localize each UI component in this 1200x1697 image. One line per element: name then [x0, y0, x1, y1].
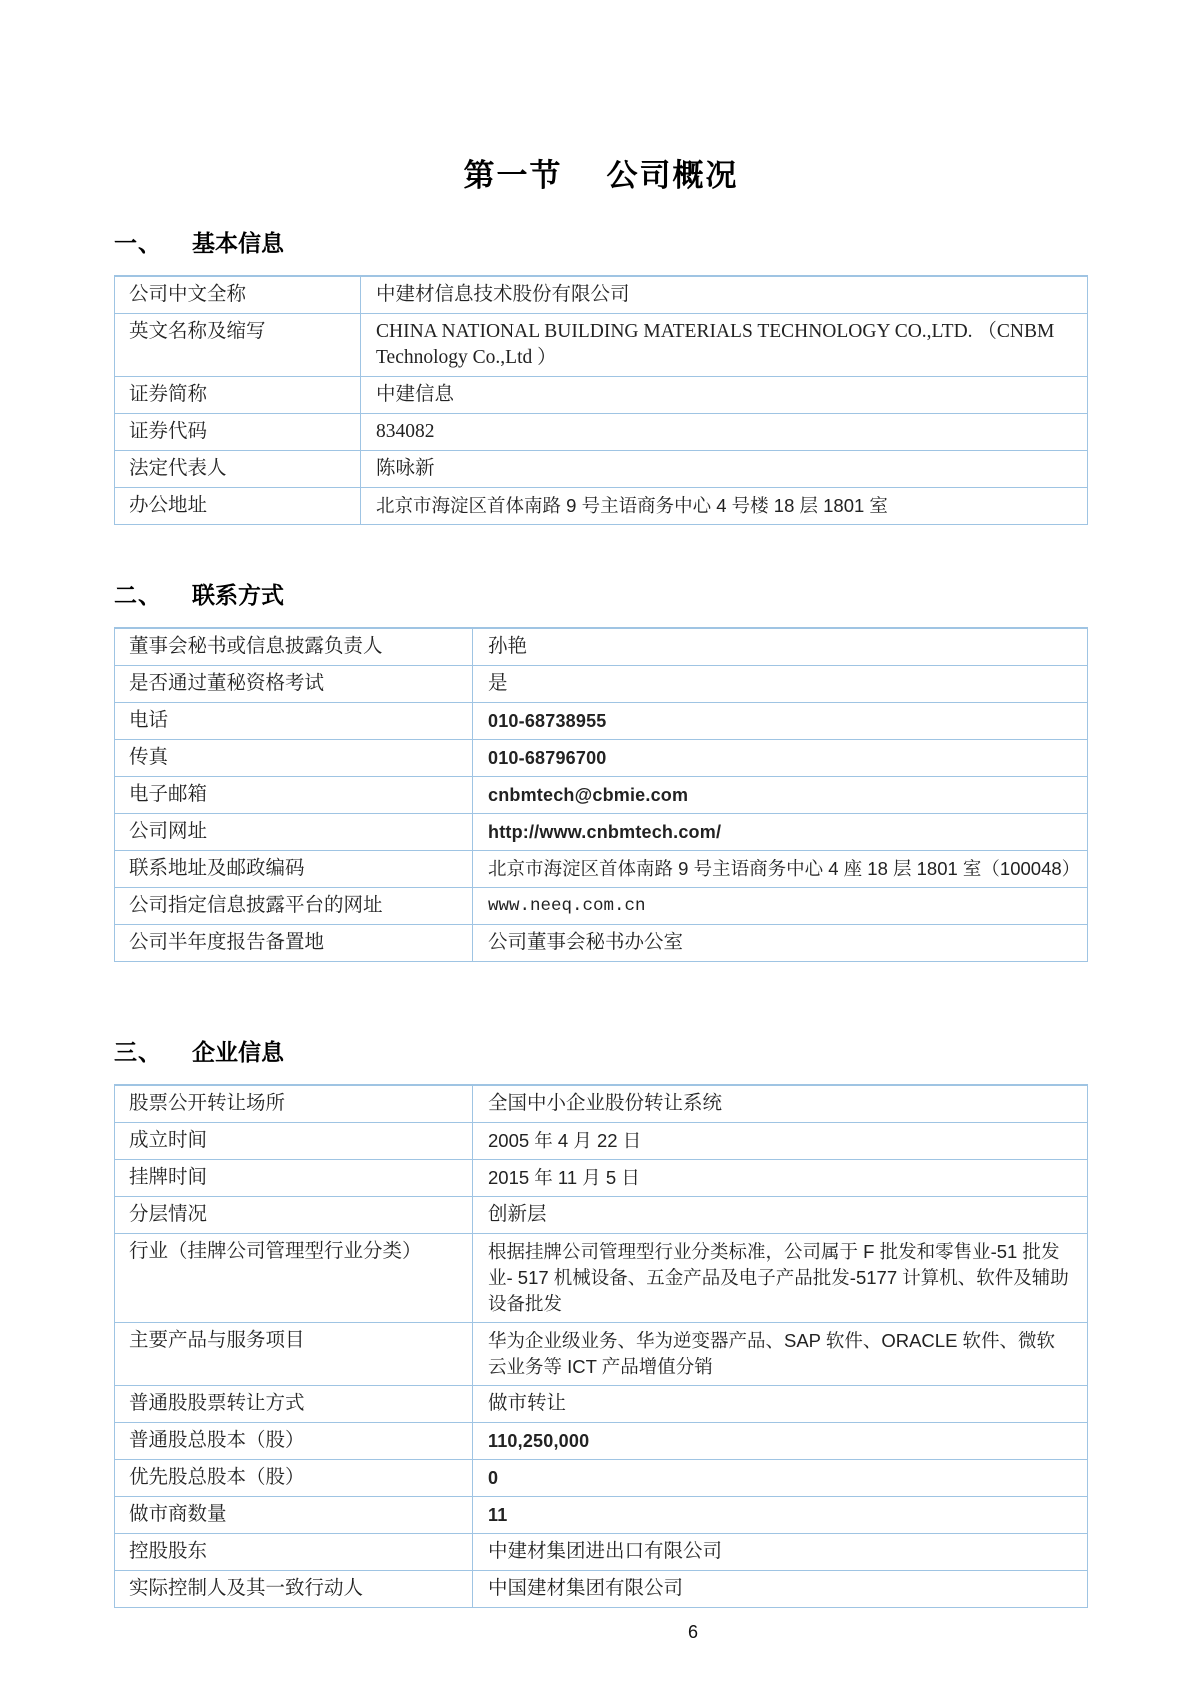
row-label: 法定代表人 [115, 451, 361, 487]
page-number: 6 [687, 1622, 698, 1642]
contact-info-table [114, 627, 1088, 962]
row-label: 公司指定信息披露平台的网址 [115, 888, 473, 924]
table-row [115, 888, 1087, 925]
row-label: 电子邮箱 [115, 777, 473, 813]
row-label: 优先股总股本（股） [115, 1460, 473, 1496]
row-label: 董事会秘书或信息披露负责人 [115, 629, 473, 665]
row-value: 公司董事会秘书办公室 [488, 932, 684, 953]
row-label: 行业（挂牌公司管理型行业分类） [115, 1234, 473, 1322]
row-value: 全国中小企业股份转让系统 [488, 1093, 723, 1114]
table-row [115, 1323, 1087, 1386]
row-label: 股票公开转让场所 [115, 1086, 473, 1122]
row-label: 成立时间 [115, 1123, 473, 1159]
table-row [115, 1571, 1087, 1607]
row-label: 做市商数量 [115, 1497, 473, 1533]
page-title-section-number: 第一节 [463, 158, 563, 193]
table-row [115, 851, 1087, 888]
table-row [115, 1423, 1087, 1460]
row-value: 北京市海淀区首体南路 9 号主语商务中心 4 座 18 层 1801 室（100048） [488, 858, 1081, 879]
row-value: 010-68796700 [488, 748, 607, 768]
section-heading-company-info [114, 1034, 1088, 1067]
row-value: 创新层 [488, 1204, 547, 1225]
table-row [115, 414, 1087, 451]
row-value: 是 [488, 673, 508, 694]
table-row [115, 1086, 1087, 1123]
table-row [115, 1460, 1087, 1497]
table-row [115, 1386, 1087, 1423]
row-value: 做市转让 [488, 1393, 567, 1414]
section-number: 二、 [114, 582, 162, 608]
row-value: 中建材信息技术股份有限公司 [376, 284, 630, 305]
table-row [115, 629, 1087, 666]
table-row [115, 277, 1087, 314]
table-row [115, 925, 1087, 961]
row-value: 北京市海淀区首体南路 9 号主语商务中心 4 号楼 18 层 1801 室 [376, 495, 888, 516]
row-label: 公司中文全称 [115, 277, 361, 313]
row-label: 普通股股票转让方式 [115, 1386, 473, 1422]
table-row [115, 777, 1087, 814]
table-row [115, 666, 1087, 703]
section-heading-basic-info [114, 225, 1088, 258]
section-heading-label: 企业信息 [192, 1039, 284, 1065]
page-title-text: 公司概况 [606, 158, 739, 193]
section-heading-label: 基本信息 [192, 230, 284, 256]
table-row [115, 1497, 1087, 1534]
row-value: http://www.cnbmtech.com/ [488, 822, 722, 842]
table-row [115, 1234, 1087, 1323]
row-label: 主要产品与服务项目 [115, 1323, 473, 1385]
row-value: 010-68738955 [488, 711, 607, 731]
section-heading-contact-info [114, 577, 1088, 610]
basic-info-table [114, 275, 1088, 525]
row-label: 英文名称及缩写 [115, 314, 361, 376]
row-value: 根据挂牌公司管理型行业分类标准，公司属于 F 批发和零售业-51 批发业- 517 机械设备、五金产品及电子产品批发-5177 计算机、软件及辅助设备批发 [488, 1241, 1069, 1314]
section-heading-label: 联系方式 [192, 582, 284, 608]
row-value: 中国建材集团有限公司 [488, 1578, 684, 1599]
row-value: 2015 年 11 月 5 日 [488, 1167, 640, 1188]
row-label: 证券简称 [115, 377, 361, 413]
row-label: 挂牌时间 [115, 1160, 473, 1196]
row-label: 公司网址 [115, 814, 473, 850]
row-value: 11 [488, 1505, 508, 1525]
row-label: 联系地址及邮政编码 [115, 851, 473, 887]
table-row [115, 1123, 1087, 1160]
table-row [115, 1197, 1087, 1234]
row-label: 公司半年度报告备置地 [115, 925, 473, 961]
row-label: 分层情况 [115, 1197, 473, 1233]
row-value: 834082 [376, 421, 435, 442]
row-value: 2005 年 4 月 22 日 [488, 1130, 642, 1151]
row-label: 办公地址 [115, 488, 361, 524]
row-value: 中建材集团进出口有限公司 [488, 1541, 723, 1562]
table-row [115, 740, 1087, 777]
row-value: 华为企业级业务、华为逆变器产品、SAP 软件、ORACLE 软件、微软云业务等 ICT 产品增值分销 [488, 1330, 1056, 1377]
section-number: 一、 [114, 230, 162, 256]
row-label: 传真 [115, 740, 473, 776]
row-value: 陈咏新 [376, 458, 435, 479]
row-value: www.neeq.com.cn [488, 896, 646, 916]
row-label: 普通股总股本（股） [115, 1423, 473, 1459]
table-row [115, 451, 1087, 488]
row-label: 电话 [115, 703, 473, 739]
row-label: 控股股东 [115, 1534, 473, 1570]
row-value: 孙艳 [488, 636, 528, 657]
row-value: 110,250,000 [488, 1431, 590, 1451]
table-row [115, 703, 1087, 740]
company-info-table [114, 1084, 1088, 1608]
row-value: CHINA NATIONAL BUILDING MATERIALS TECHNOLOGY CO.,LTD. （CNBM Technology Co.,Ltd ） [376, 321, 1055, 368]
row-label: 证券代码 [115, 414, 361, 450]
page-title [114, 150, 1088, 195]
table-row [115, 814, 1087, 851]
table-row [115, 1534, 1087, 1571]
row-label: 实际控制人及其一致行动人 [115, 1571, 473, 1607]
row-label: 是否通过董秘资格考试 [115, 666, 473, 702]
table-row [115, 314, 1087, 377]
table-row [115, 1160, 1087, 1197]
row-value: 0 [488, 1468, 499, 1488]
section-number: 三、 [114, 1039, 162, 1065]
row-value: 中建信息 [376, 384, 455, 405]
table-row [115, 377, 1087, 414]
row-value: cnbmtech@cbmie.com [488, 785, 689, 805]
table-row [115, 488, 1087, 524]
page-content [114, 0, 1088, 1643]
